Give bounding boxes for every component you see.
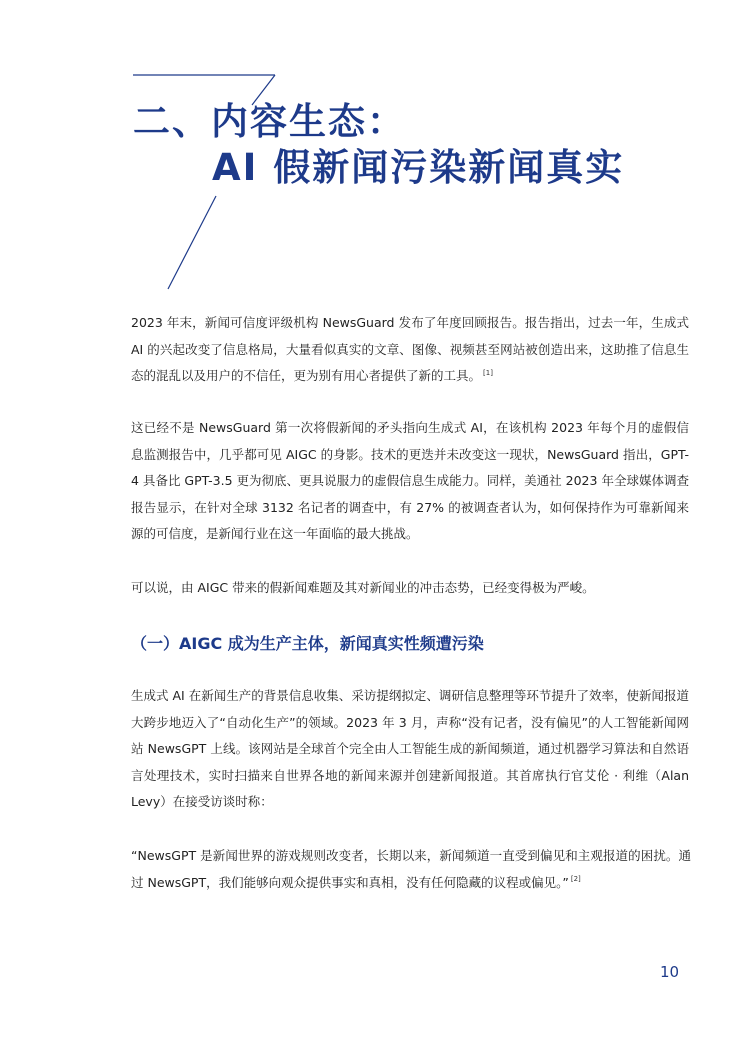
footnote-ref-1: [1]: [483, 368, 493, 377]
section-heading: （一）AIGC 成为生产主体，新闻真实性频遭污染: [131, 634, 484, 653]
paragraph-3: 可以说，由 AIGC 带来的假新闻难题及其对新闻业的冲击态势，已经变得极为严峻。: [131, 580, 595, 595]
page-number: 10: [660, 963, 680, 981]
chapter-title-line1: 二、内容生态：: [133, 100, 406, 143]
chapter-title-line2: AI 假新闻污染新闻真实: [212, 146, 625, 189]
quote-paragraph: [131, 843, 691, 896]
quote-text: “NewsGPT 是新闻世界的游戏规则改变者，长期以来，新闻频道一直受到偏见和主观报道的困扰。通过 NewsGPT，我们能够向观众提供事实和真相，没有任何隐藏的议程或偏见。”: [131, 848, 691, 890]
bottom-diagonal-line: [168, 196, 216, 289]
paragraph-4: 生成式 AI 在新闻生产的背景信息收集、采访提纲拟定、调研信息整理等环节提升了效率，使新闻报道大跨步地迈入了“自动化生产”的领域。2023 年 3 月，声称“没有记者，没有偏见”的人工智能新闻网站 NewsGPT 上线。该网站是全球首个完全由人工智能生成的新闻频道，通过机器学习算法和自然语言处理技术，实时扫描来自世界各地的新闻来源并创建新闻报道。其首席执行官艾伦 · 利维（Alan Levy）在接受访谈时称：: [131, 688, 689, 809]
footnote-ref-2: [2]: [570, 875, 581, 884]
paragraph-1-text: 2023 年末，新闻可信度评级机构 NewsGuard 发布了年度回顾报告。报告指出，过去一年，生成式 AI 的兴起改变了信息格局，大量看似真实的文章、图像、视频甚至网站被创造出来，这助推了信息生态的混乱以及用户的不信任，更为别有用心者提供了新的工具。: [131, 315, 689, 383]
paragraph-2: 这已经不是 NewsGuard 第一次将假新闻的矛头指向生成式 AI，在该机构 2023 年每个月的虚假信息监测报告中，几乎都可见 AIGC 的身影。技术的更迭并未改变这一现状，NewsGuard 指出，GPT-4 具备比 GPT-3.5 更为彻底、更具说服力的虚假信息生成能力。同样，美通社 2023 年全球媒体调查报告显示，在针对全球 3132 名记者的调查中，有 27% 的被调查者认为，如何保持作为可靠新闻来源的可信度，是新闻行业在这一年面临的最大挑战。: [131, 420, 689, 541]
paragraph-1: [131, 310, 689, 390]
